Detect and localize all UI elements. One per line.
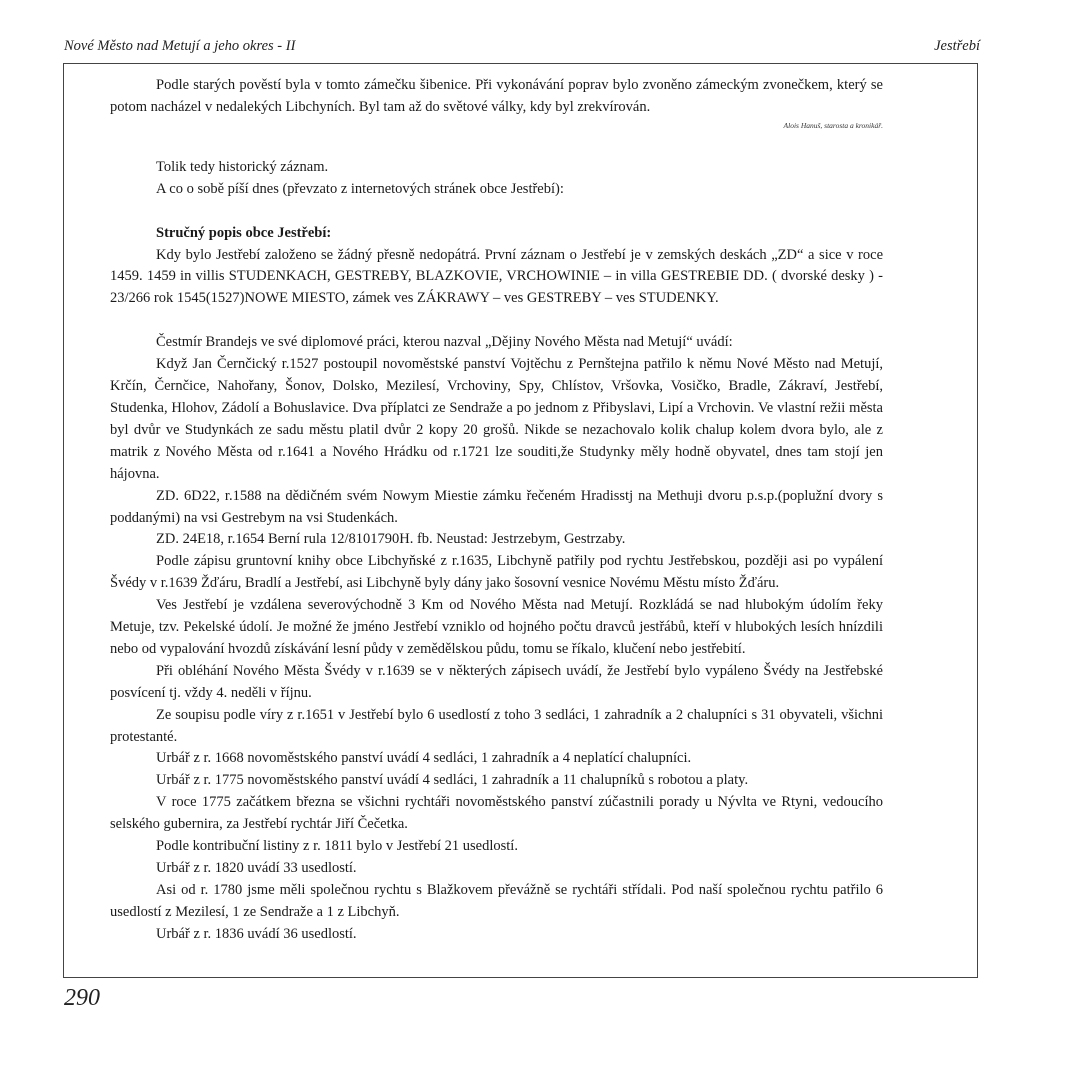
paragraph: Urbář z r. 1820 uvádí 33 usedlostí. — [156, 860, 357, 876]
text-frame — [63, 63, 978, 978]
paragraph-founding: Kdy bylo Jestřebí založeno se žádný přesně nedopátrá. První záznam o Jestřebí je v zemských deskách „ZD“ a sice v roce 1459. 1459 in villis STUDENKACH, GESTREBY, BLAZKOVIE, VRCHOWINIE – in villa GESTREBIE DD. ( dvorské desky ) - 23/266 rok 1545(1527)NOWE MIESTO, zámek ves ZÁKRAWY – ves GESTREBY – ves STUDENKY. — [110, 246, 883, 307]
paragraph-historical-record: Tolik tedy historický záznam. — [156, 158, 329, 175]
paragraph: Asi od r. 1780 jsme měli společnou rychtu s Blažkovem převážně se rychtáři střídali. Pod naší společnou rychtu patřilo 6 usedlostí z Mezilesí, 1 ze Sendraže a 1 z Libchyň. — [110, 881, 883, 920]
page-content — [110, 75, 883, 946]
paragraph: ZD. 24E18, r.1654 Berní rula 12/8101790H. fb. Neustad: Jestrzebym, Gestrzaby. — [156, 531, 626, 548]
paragraph: Ze soupisu podle víry z r.1651 v Jestřebí bylo 6 usedlostí z toho 3 sedláci, 1 zahradník a 2 chalupníci s 31 obyvateli, všichni protestanté. — [110, 706, 883, 745]
paragraph: Podle zápisu gruntovní knihy obce Libchyňské z r.1635, Libchyně patřily pod rychtu Jestřebskou, později asi po vypálení Švédy v r.1639 Žďáru, Bradlí a Jestřebí, asi Libchyně byly dány jako šosovní vesnice Novému Městu místo Žďáru. — [110, 553, 883, 592]
paragraph: V roce 1775 začátkem března se všichni rychtáři novoměstského panství zúčastnili porady u Nývlta ve Rtyni, vedoucího selského gubernira, za Jestřebí rychtár Jiří Čečetka. — [110, 794, 883, 833]
paragraph: Urbář z r. 1668 novoměstského panství uvádí 4 sedláci, 1 zahradník a 4 neplatící chalupníci. — [156, 750, 692, 767]
paragraph: ZD. 6D22, r.1588 na dědičném svém Nowym Miestie zámku řečeném Hradisstj na Methuji dvoru p.s.p.(poplužní dvory s poddanými) na vsi Gestrebym na vsi Studenkách. — [110, 487, 883, 526]
paragraph: Urbář z r. 1836 uvádí 36 usedlostí. — [156, 925, 357, 942]
running-head-chapter: Jestřebí — [934, 38, 980, 54]
paragraph: Když Jan Černčický r.1527 postoupil novoměstské panství Vojtěchu z Pernštejna patřilo k němu Nové Město nad Metují, Krčín, Černčice, Nahořany, Šonov, Dolsko, Mezilesí, Vrchoviny, Spy, Chlístov, Vršovka, Vosičko, Bradle, Zákraví, Jestřebí, Studenka, Hlohov, Zádolí a Bohuslavice. Dva příplatci ze Sendraže a po jednom z Přibyslavi, Lipí a Vrchovin. Ve vlastní režii města byl dvůr ve Studynkách ze sadu městu platil dvůr 2 kopy 20 grošů. Nikde se nezachovalo kolik chalup kolem dvora bylo, ale z matrik z Nového Města od r.1641 a Nového Hrádku od r.1721 lze souditi,že Studynky měly hodně obyvatel, dnes tam stojí jen hájovna. — [110, 356, 883, 482]
paragraph-internet-intro: A co o sobě píší dnes (převzato z internetových stránek obce Jestřebí): — [156, 180, 564, 197]
paragraph-gallows: Podle starých pověstí byla v tomto zámečku šibenice. Při vykonávání poprav bylo zvoněno zámeckým zvonečkem, který se potom nacházel v nedalekých Libchyních. Byl tam až do světové války, kdy byl zrekvírován. — [110, 77, 883, 115]
page-number: 290 — [64, 985, 100, 1011]
paragraph: Urbář z r. 1775 novoměstského panství uvádí 4 sedláci, 1 zahradník a 11 chalupníků s robotou a platy. — [156, 772, 749, 789]
paragraph: Čestmír Brandejs ve své diplomové práci, kterou nazval „Dějiny Nového Města nad Metují“ uvádí: — [156, 334, 733, 351]
paragraph: Ves Jestřebí je vzdálena severovýchodně 3 Km od Nového Města nad Metují. Rozkládá se nad hlubokým údolím řeky Metuje, tzv. Pekelské údolí. Je možné že jméno Jestřebí vzniklo od hojného počtu dravců jestřábů, kteří v hlubokých lesích hnízdili nebo od vypalování hvozdů získávání lesní půdy v zemědělskou půdu, tomu se říkalo, klučení nebo jestřebití. — [110, 597, 883, 657]
paragraph: Podle kontribuční listiny z r. 1811 bylo v Jestřebí 21 usedlostí. — [156, 838, 518, 855]
section-heading: Stručný popis obce Jestřebí: — [156, 224, 332, 241]
running-head-title: Nové Město nad Metují a jeho okres - II — [64, 38, 296, 54]
signature: Alois Hanuš, starosta a kronikář. — [783, 120, 883, 130]
paragraph: Při obléhání Nového Města Švédy v r.1639 se v některých zápisech uvádí, že Jestřebí bylo vypáleno Švédy na Jestřebské posvícení tj. vždy 4. neděli v říjnu. — [110, 662, 883, 701]
